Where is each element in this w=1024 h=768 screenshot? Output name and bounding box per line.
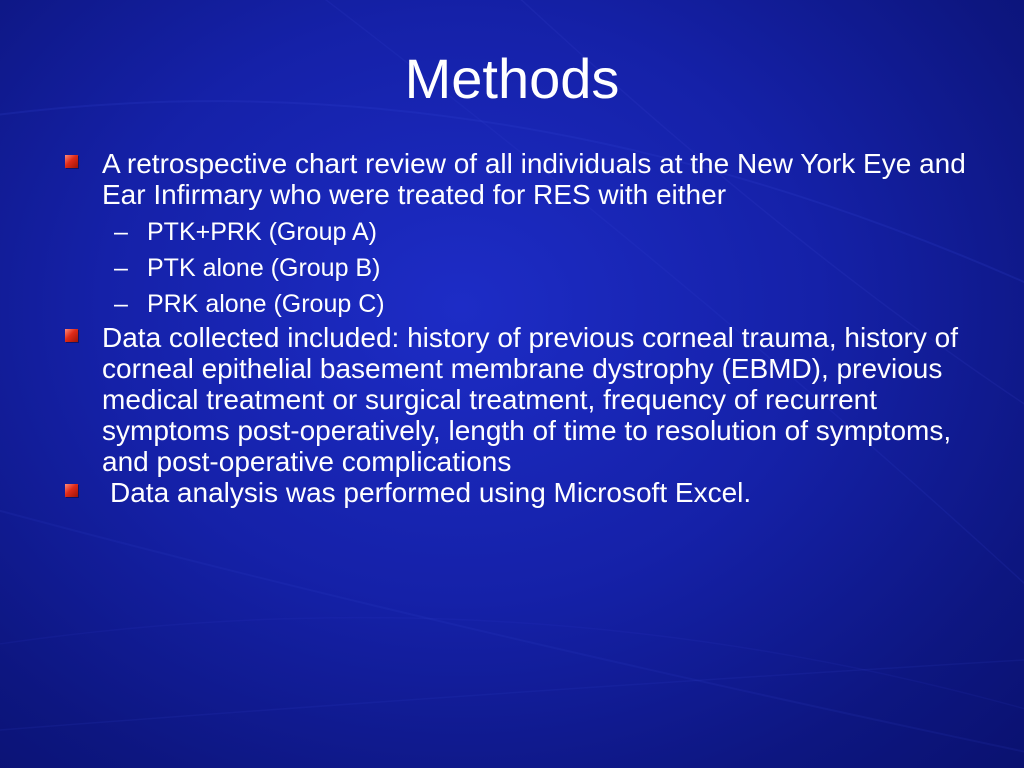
red-square-bullet-icon	[65, 329, 78, 342]
bullet-item-3	[60, 477, 970, 508]
dash-marker: –	[114, 290, 128, 318]
sub-item-group-a	[102, 214, 970, 250]
red-square-bullet-icon	[65, 484, 78, 497]
red-square-bullet-icon	[65, 155, 78, 168]
sub-list	[102, 214, 970, 322]
sub-item-text: PTK alone (Group B)	[147, 254, 381, 282]
sub-item-group-c	[102, 286, 970, 322]
bullet-text: Data collected included: history of previous corneal trauma, history of corneal epithelial basement membrane dystrophy (EBMD), previous medical treatment or surgical treatment, frequency of recurrent symptoms post-operatively, length of time to resolution of symptoms, and post-operative complications	[102, 322, 958, 477]
bullet-text: A retrospective chart review of all individuals at the New York Eye and Ear Infirmary who were treated for RES with either	[102, 148, 966, 210]
sub-item-text: PRK alone (Group C)	[147, 290, 385, 318]
bullet-item-2	[60, 322, 970, 477]
dash-marker: –	[114, 218, 128, 246]
dash-marker: –	[114, 254, 128, 282]
bullet-item-1	[60, 148, 970, 322]
bullet-text: Data analysis was performed using Microsoft Excel.	[110, 477, 752, 508]
sub-item-text: PTK+PRK (Group A)	[147, 218, 377, 246]
sub-item-group-b	[102, 250, 970, 286]
slide-title: Methods	[404, 47, 620, 110]
slide-body	[60, 148, 970, 508]
